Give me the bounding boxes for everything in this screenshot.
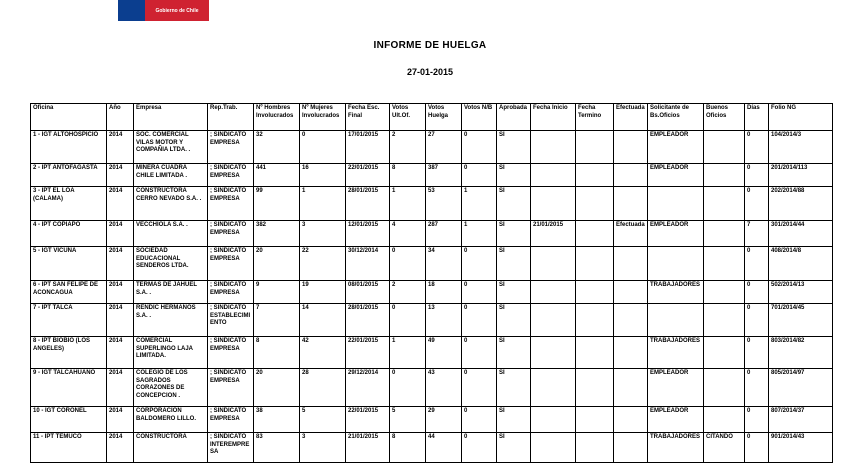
column-header: Año (107, 104, 134, 131)
table-cell: 201/2014/113 (769, 164, 833, 187)
table-cell (648, 304, 704, 337)
table-cell: 2014 (107, 131, 134, 164)
table-cell (576, 369, 614, 407)
table-cell: 0 (462, 281, 497, 304)
table-cell: 21/01/2015 (531, 221, 576, 247)
table-cell: 8 (254, 337, 300, 369)
table-cell (576, 433, 614, 463)
table-cell: SI (497, 337, 531, 369)
table-cell: 49 (426, 337, 462, 369)
table-cell: 0 (462, 131, 497, 164)
table-cell: 20 (254, 247, 300, 281)
table-cell: EMPLEADOR (648, 131, 704, 164)
table-cell: COMERCIAL SUPERLINGO LAJA LIMITADA. (134, 337, 208, 369)
table-cell: 3 (300, 433, 346, 463)
table-cell (531, 304, 576, 337)
table-cell: TRABAJADORES (648, 281, 704, 304)
table-cell: 382 (254, 221, 300, 247)
table-cell: 5 (300, 407, 346, 433)
chile-flag-red-block (145, 0, 209, 21)
table-cell (704, 281, 745, 304)
table-cell: 0 (745, 369, 769, 407)
column-header: Días (745, 104, 769, 131)
table-cell: 202/2014/88 (769, 187, 833, 221)
table-cell (614, 433, 648, 463)
table-cell: 30/12/2014 (346, 247, 390, 281)
table-cell: 9 (254, 281, 300, 304)
table-cell: CONSTRUCTORA (134, 433, 208, 463)
column-header: Solicitante de Bs.Oficios (648, 104, 704, 131)
table-row (31, 221, 833, 247)
column-header: Fecha Inicio (531, 104, 576, 131)
table-cell (614, 131, 648, 164)
table-cell: 3 - IPT EL LOA (CALAMA) (31, 187, 107, 221)
table-cell: 2 (390, 281, 426, 304)
table-cell: SI (497, 407, 531, 433)
huelga-table (30, 103, 833, 463)
table-row (31, 337, 833, 369)
table-cell (704, 337, 745, 369)
table-cell: 901/2014/43 (769, 433, 833, 463)
table-cell (576, 407, 614, 433)
table-cell (648, 247, 704, 281)
table-cell: 2014 (107, 337, 134, 369)
table-cell (648, 187, 704, 221)
table-cell: SI (497, 164, 531, 187)
table-cell: VECCHIOLA S.A. . (134, 221, 208, 247)
column-header: Votos Huelga (426, 104, 462, 131)
table-cell: SI (497, 131, 531, 164)
table-cell (704, 164, 745, 187)
table-cell: 42 (300, 337, 346, 369)
column-header: Empresa (134, 104, 208, 131)
table-cell: 807/2014/37 (769, 407, 833, 433)
report-date: 27-01-2015 (406, 67, 454, 77)
column-header: Aprobada (497, 104, 531, 131)
table-cell: 2014 (107, 369, 134, 407)
table-cell (614, 281, 648, 304)
table-cell: 2014 (107, 433, 134, 463)
table-cell: 0 (462, 433, 497, 463)
table-cell: ; SINDICATO EMPRESA (208, 407, 254, 433)
table-cell: 0 (745, 304, 769, 337)
column-header: Fecha Esc. Final (346, 104, 390, 131)
table-cell: MINERA CUADRA CHILE LIMITADA . (134, 164, 208, 187)
column-header: Nº Hombres Involucrados (254, 104, 300, 131)
table-cell: 7 (254, 304, 300, 337)
table-cell: 1 (390, 187, 426, 221)
table-container (30, 103, 832, 463)
table-cell: ; SINDICATO EMPRESA (208, 131, 254, 164)
table-cell: ; SINDICATO EMPRESA (208, 164, 254, 187)
table-cell: 29/12/2014 (346, 369, 390, 407)
table-cell: 0 (390, 369, 426, 407)
table-cell: 19 (300, 281, 346, 304)
table-cell: 21/01/2015 (346, 433, 390, 463)
table-cell: 28/01/2015 (346, 187, 390, 221)
table-cell: 0 (390, 304, 426, 337)
table-cell: 22/01/2015 (346, 164, 390, 187)
table-cell: 0 (745, 337, 769, 369)
table-cell (704, 247, 745, 281)
table-cell: 2014 (107, 281, 134, 304)
table-cell: EMPLEADOR (648, 407, 704, 433)
table-cell: 0 (745, 247, 769, 281)
table-cell: 803/2014/82 (769, 337, 833, 369)
table-cell: 14 (300, 304, 346, 337)
table-cell: 8 (390, 164, 426, 187)
table-cell: 2 (390, 131, 426, 164)
table-cell: 0 (462, 164, 497, 187)
column-header: Fecha Termino (576, 104, 614, 131)
table-cell: 20 (254, 369, 300, 407)
table-row (31, 304, 833, 337)
table-cell: 1 (462, 187, 497, 221)
table-cell: 22 (300, 247, 346, 281)
table-body (31, 131, 833, 463)
table-cell: 5 - IGT VICUÑA (31, 247, 107, 281)
table-cell: 2014 (107, 164, 134, 187)
table-row (31, 433, 833, 463)
column-header: Votos Ult.Of. (390, 104, 426, 131)
table-cell (614, 337, 648, 369)
table-cell: 29 (426, 407, 462, 433)
table-cell: 301/2014/44 (769, 221, 833, 247)
table-cell: 4 (390, 221, 426, 247)
table-cell (614, 304, 648, 337)
table-cell: 32 (254, 131, 300, 164)
table-cell: ; SINDICATO INTEREMPRESA (208, 433, 254, 463)
table-cell (576, 187, 614, 221)
table-cell (614, 369, 648, 407)
table-cell (576, 221, 614, 247)
table-cell: SI (497, 369, 531, 407)
table-cell: 0 (462, 369, 497, 407)
table-row (31, 407, 833, 433)
table-cell (531, 281, 576, 304)
table-cell: CONSTRUCTORA CERRO NEVADO S.A. . (134, 187, 208, 221)
table-cell: 0 (745, 407, 769, 433)
table-cell: 2014 (107, 187, 134, 221)
table-cell (531, 164, 576, 187)
table-cell: 0 (462, 337, 497, 369)
chile-flag-blue-block (118, 0, 145, 21)
table-cell: 44 (426, 433, 462, 463)
table-cell: 12/01/2015 (346, 221, 390, 247)
table-cell: 0 (390, 247, 426, 281)
table-cell: 0 (462, 304, 497, 337)
table-cell: 2014 (107, 247, 134, 281)
table-cell: TRABAJADORES (648, 337, 704, 369)
table-cell (531, 337, 576, 369)
table-cell: 6 - IPT SAN FELIPE DE ACONCAGUA (31, 281, 107, 304)
table-cell (614, 247, 648, 281)
table-cell: 08/01/2015 (346, 281, 390, 304)
column-header: Oficina (31, 104, 107, 131)
table-cell: SI (497, 221, 531, 247)
table-cell (531, 433, 576, 463)
table-cell: SOC. COMERCIAL VILAS MOTOR Y COMPAÑIA LTDA. . (134, 131, 208, 164)
table-cell: ; SINDICATO EMPRESA (208, 281, 254, 304)
logo-text: Gobierno de Chile (155, 7, 199, 14)
table-cell: 16 (300, 164, 346, 187)
table-cell: 0 (745, 281, 769, 304)
table-cell: CITANDO (704, 433, 745, 463)
table-cell: 34 (426, 247, 462, 281)
table-cell (576, 164, 614, 187)
table-cell: SI (497, 433, 531, 463)
table-cell: 287 (426, 221, 462, 247)
table-cell: SI (497, 187, 531, 221)
table-cell: 17/01/2015 (346, 131, 390, 164)
column-header: Rep.Trab. (208, 104, 254, 131)
table-row (31, 281, 833, 304)
table-cell: 0 (745, 164, 769, 187)
table-cell: 0 (462, 407, 497, 433)
table-cell (576, 304, 614, 337)
table-cell: 28/01/2015 (346, 304, 390, 337)
table-cell: 0 (300, 131, 346, 164)
table-cell: 11 - IPT TEMUCO (31, 433, 107, 463)
table-cell: 7 - IPT TALCA (31, 304, 107, 337)
table-cell: 22/01/2015 (346, 337, 390, 369)
table-cell: 7 (745, 221, 769, 247)
table-cell (614, 187, 648, 221)
table-cell: COLEGIO DE LOS SAGRADOS CORAZONES DE CONCEPCION . (134, 369, 208, 407)
table-cell: 1 (300, 187, 346, 221)
table-header (31, 104, 833, 131)
table-cell (576, 281, 614, 304)
table-cell: EMPLEADOR (648, 369, 704, 407)
table-cell: ; SINDICATO EMPRESA (208, 187, 254, 221)
table-cell (614, 407, 648, 433)
table-cell: 1 (462, 221, 497, 247)
table-cell: 0 (745, 187, 769, 221)
gobierno-de-chile-logo (118, 0, 209, 21)
table-cell (576, 337, 614, 369)
table-cell: ; SINDICATO EMPRESA (208, 247, 254, 281)
table-cell: 502/2014/13 (769, 281, 833, 304)
table-cell: ; SINDICATO EMPRESA (208, 369, 254, 407)
table-cell: 0 (745, 433, 769, 463)
table-cell (576, 131, 614, 164)
table-cell: 387 (426, 164, 462, 187)
table-cell: CORPORACION BALDOMERO LILLO. (134, 407, 208, 433)
table-row (31, 131, 833, 164)
column-header: Folio NG (769, 104, 833, 131)
table-cell: 441 (254, 164, 300, 187)
table-cell (704, 131, 745, 164)
column-header: Buenos Oficios (704, 104, 745, 131)
table-row (31, 164, 833, 187)
table-cell: EMPLEADOR (648, 221, 704, 247)
table-cell: 2014 (107, 221, 134, 247)
table-cell: 18 (426, 281, 462, 304)
table-cell: EMPLEADOR (648, 164, 704, 187)
table-cell: 10 - IGT CORONEL (31, 407, 107, 433)
table-cell: ; SINDICATO EMPRESA (208, 337, 254, 369)
table-cell (704, 304, 745, 337)
table-cell: 53 (426, 187, 462, 221)
table-cell: SOCIEDAD EDUCACIONAL SENDEROS LTDA. (134, 247, 208, 281)
table-cell: Efectuada (614, 221, 648, 247)
table-cell: 83 (254, 433, 300, 463)
table-cell: 3 (300, 221, 346, 247)
table-cell: 22/01/2015 (346, 407, 390, 433)
table-cell: 104/2014/3 (769, 131, 833, 164)
table-cell: TERMAS DE JAHUEL S.A. . (134, 281, 208, 304)
table-cell (704, 221, 745, 247)
table-cell (614, 164, 648, 187)
table-cell: 27 (426, 131, 462, 164)
table-cell (576, 247, 614, 281)
table-cell: 701/2014/45 (769, 304, 833, 337)
table-cell: 1 (390, 337, 426, 369)
table-cell: 28 (300, 369, 346, 407)
table-cell: 1 - IGT ALTOHOSPICIO (31, 131, 107, 164)
table-cell (531, 407, 576, 433)
table-cell: 2014 (107, 304, 134, 337)
column-header: Efectuada (614, 104, 648, 131)
table-cell: 0 (745, 131, 769, 164)
table-cell: SI (497, 281, 531, 304)
table-cell: ; SINDICATO ESTABLECIMIENTO (208, 304, 254, 337)
table-cell: TRABAJADORES (648, 433, 704, 463)
table-cell (531, 369, 576, 407)
table-cell: 8 (390, 433, 426, 463)
table-cell: 2014 (107, 407, 134, 433)
table-cell: 5 (390, 407, 426, 433)
table-cell (704, 369, 745, 407)
table-cell: 8 - IPT BIOBIO (LOS ANGELES) (31, 337, 107, 369)
table-cell: 2 - IPT ANTOFAGASTA (31, 164, 107, 187)
table-cell: 0 (462, 247, 497, 281)
column-header: Nº Mujeres Involucrados (300, 104, 346, 131)
table-row (31, 369, 833, 407)
table-cell: 408/2014/8 (769, 247, 833, 281)
table-cell: 805/2014/97 (769, 369, 833, 407)
table-cell: 99 (254, 187, 300, 221)
table-cell: 43 (426, 369, 462, 407)
table-cell: ; SINDICATO EMPRESA (208, 221, 254, 247)
table-cell (704, 187, 745, 221)
table-cell (531, 187, 576, 221)
table-cell: SI (497, 247, 531, 281)
table-cell: 4 - IPT COPIAPO (31, 221, 107, 247)
report-title: INFORME DE HUELGA (373, 40, 487, 51)
table-cell (531, 131, 576, 164)
table-cell: RENDIC HERMANOS S.A. . (134, 304, 208, 337)
table-row (31, 187, 833, 221)
table-cell: 38 (254, 407, 300, 433)
table-cell (704, 407, 745, 433)
table-cell (531, 247, 576, 281)
table-header-row (31, 104, 833, 131)
table-cell: SI (497, 304, 531, 337)
table-cell: 13 (426, 304, 462, 337)
column-header: Votos N/B (462, 104, 497, 131)
table-row (31, 247, 833, 281)
table-cell: 9 - IGT TALCAHUANO (31, 369, 107, 407)
